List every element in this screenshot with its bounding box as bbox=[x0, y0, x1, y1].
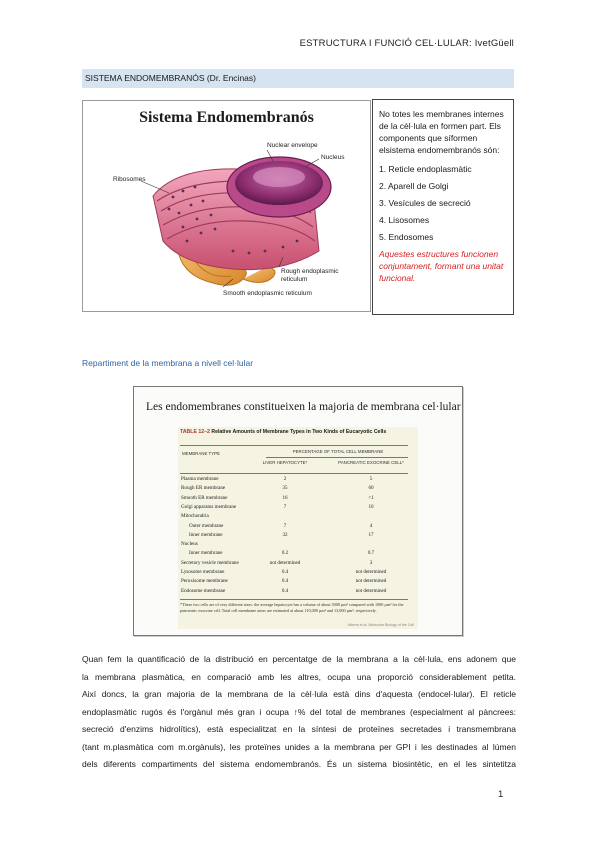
pancreatic-value-cell: 4 bbox=[369, 522, 373, 529]
pancreatic-value-cell: not determined bbox=[355, 569, 387, 575]
components-intro: No totes les membranes internes de la cèl·lula en formen part. Els components que síformen elsistema endomembranós són: bbox=[379, 109, 504, 155]
body-paragraph bbox=[82, 651, 516, 774]
liver-value-cell: not determined bbox=[269, 559, 301, 566]
ribosomes-label: Ribosomes bbox=[113, 176, 146, 183]
header-pancreatic: PANCREATIC EXOCRINE CELL* bbox=[338, 460, 404, 465]
membrane-table-figure bbox=[133, 386, 463, 636]
table-row bbox=[180, 476, 408, 483]
components-note: Aquestes estructures funcionen conjuntament, formant una unitat funcional. bbox=[379, 249, 504, 283]
membrane-type-cell: Inner membrane bbox=[189, 531, 223, 538]
list-item: 2. Aparell de Golgi bbox=[379, 181, 449, 191]
liver-value-cell: 0.4 bbox=[281, 569, 289, 575]
table-rule bbox=[180, 473, 408, 474]
membrane-type-cell: Nucleus bbox=[181, 541, 198, 548]
list-item: 5. Endosomes bbox=[379, 232, 434, 242]
rough-er-label-2: reticulum bbox=[281, 276, 308, 283]
endomembrane-figure bbox=[82, 100, 371, 312]
liver-value-cell: 16 bbox=[282, 494, 288, 501]
paragraph-line: (tant m.plasmàtica com m.orgànuls), les proteïnes unides a la membrana per GPI i les destinades al lúmen bbox=[82, 741, 516, 752]
paragraph-line: Quan fem la quantificació de la distribució en percentatge de la membrana a la cèl·lula, ens adonem que bbox=[82, 654, 516, 664]
figure-title: Les endomembranes constitueixen la majoria de membrana cel·lular bbox=[146, 401, 461, 413]
page-number: 1 bbox=[498, 789, 504, 800]
table-rule bbox=[266, 457, 408, 458]
paragraph-line: endoplasmàtic rugós és l'orgànul més gran i ocupa ↑% del total de membranes (especialment al pàncrees: bbox=[82, 706, 516, 717]
table-row bbox=[180, 560, 408, 567]
table-row bbox=[180, 532, 408, 539]
table-caption: Relative Amounts of Membrane Types in Two Kinds of Eucaryotic Cells bbox=[211, 429, 387, 435]
paragraph-line: la membrana plasmàtica, en comparació amb les altres, ocupa una proporció considerablement petita. bbox=[82, 671, 516, 682]
subheading: Repartiment de la membrana a nivell cel·lular bbox=[82, 358, 254, 368]
paragraph-line: secreció d'enzims hidrolítics), està especialitzat en la síntesi de proteïnes secretades i transmembrana bbox=[82, 724, 516, 734]
membrane-type-cell: Plasma membrane bbox=[181, 476, 219, 482]
membrane-type-cell: Peroxisome membrane bbox=[181, 578, 228, 585]
table-row bbox=[180, 523, 408, 530]
pancreatic-value-cell: <1 bbox=[368, 494, 374, 501]
pancreatic-value-cell: 17 bbox=[368, 531, 374, 538]
membrane-type-cell: Outer membrane bbox=[189, 522, 224, 529]
section-title: SISTEMA ENDOMEMBRANÓS (Dr. Encinas) bbox=[85, 73, 256, 83]
list-item: 3. Vesícules de secreció bbox=[379, 198, 471, 208]
membrane-type-cell: Mitochondria bbox=[181, 513, 209, 520]
figure-title: Sistema Endomembranós bbox=[139, 109, 314, 126]
table-row bbox=[180, 550, 408, 557]
list-item: 1. Reticle endoplasmàtic bbox=[379, 164, 472, 174]
table-row bbox=[180, 495, 408, 502]
pancreatic-value-cell: 3 bbox=[369, 559, 373, 566]
list-item: 4. Lisosomes bbox=[379, 215, 430, 225]
header-percentage: PERCENTAGE OF TOTAL CELL MEMBRANE bbox=[292, 449, 384, 454]
smooth-er-label: Smooth endoplasmic reticulum bbox=[223, 290, 312, 297]
section-title-bar bbox=[82, 69, 514, 88]
liver-value-cell: 2 bbox=[283, 476, 287, 482]
table-row bbox=[180, 504, 408, 511]
components-list bbox=[379, 161, 507, 246]
nuclear-envelope-label: Nuclear envelope bbox=[267, 142, 318, 149]
membrane-type-cell: Smooth ER membrane bbox=[181, 494, 228, 501]
table-row bbox=[180, 485, 408, 492]
liver-value-cell: 35 bbox=[282, 485, 288, 492]
pancreatic-value-cell: 5 bbox=[369, 476, 373, 482]
paragraph-line: dels diferents compartiments del sistema endomembranós. És un sistema biosintètic, en el les sintetitza bbox=[82, 759, 516, 769]
membrane-type-cell: Inner membrane bbox=[189, 550, 223, 557]
table-title bbox=[180, 429, 386, 436]
header-membrane-type: MEMBRANE TYPE bbox=[182, 451, 220, 456]
liver-value-cell: 32 bbox=[282, 531, 288, 538]
table-row bbox=[180, 588, 408, 595]
paragraph-line: Així doncs, la gran majoria de la membrana de la cèl·lula està dins d'aquesta (endocel·lular). El reticle bbox=[82, 689, 516, 699]
pancreatic-value-cell: not determined bbox=[355, 578, 387, 585]
liver-value-cell: 0.2 bbox=[281, 550, 289, 557]
table-panel bbox=[178, 427, 418, 629]
table-row bbox=[180, 578, 408, 585]
membrane-type-cell: Lysosome membrane bbox=[181, 569, 225, 575]
figure-credit: Alberts et al. Molecular Biology of the Cell bbox=[347, 623, 414, 627]
table-rule bbox=[180, 599, 408, 600]
endomembrane-illustration bbox=[83, 101, 370, 311]
table-row bbox=[180, 569, 408, 576]
membrane-type-cell: Secretory vesicle membrane bbox=[181, 559, 239, 566]
pancreatic-value-cell: 0.7 bbox=[367, 550, 375, 557]
header-liver: LIVER HEPATOCYTE* bbox=[262, 460, 308, 465]
membrane-type-cell: Endosome membrane bbox=[181, 587, 226, 594]
table-row bbox=[180, 513, 408, 520]
table-footnote: *These two cells are of very different sizes: the average hepatocyte has a volume of about 5000 µm³ compared with 1000 µm³ for the pancreatic exocrine cell. Total cell membrane areas are estimated at about 110,000 µm² and 13,000 µm², respectively. bbox=[180, 602, 404, 613]
pancreatic-value-cell: 60 bbox=[368, 485, 374, 492]
membrane-type-cell: Golgi apparatus membrane bbox=[181, 503, 237, 510]
liver-value-cell: 0.4 bbox=[281, 578, 289, 585]
pancreatic-value-cell: not determined bbox=[355, 587, 387, 594]
table-rule bbox=[180, 445, 408, 446]
components-textbox bbox=[372, 99, 514, 315]
membrane-type-cell: Rough ER membrane bbox=[181, 485, 226, 492]
nucleus-shape bbox=[227, 157, 331, 217]
pancreatic-value-cell: 10 bbox=[368, 503, 374, 510]
liver-value-cell: 7 bbox=[283, 522, 287, 529]
running-header: ESTRUCTURA I FUNCIÓ CEL·LULAR: IvetGüell bbox=[299, 38, 514, 49]
nucleus-label: Nucleus bbox=[321, 154, 345, 161]
table-label: TABLE 12–2 bbox=[180, 429, 210, 435]
table-row bbox=[180, 541, 408, 548]
liver-value-cell: 0.4 bbox=[281, 587, 289, 594]
liver-value-cell: 7 bbox=[283, 503, 287, 510]
rough-er-label-1: Rough endoplasmic bbox=[281, 268, 339, 275]
